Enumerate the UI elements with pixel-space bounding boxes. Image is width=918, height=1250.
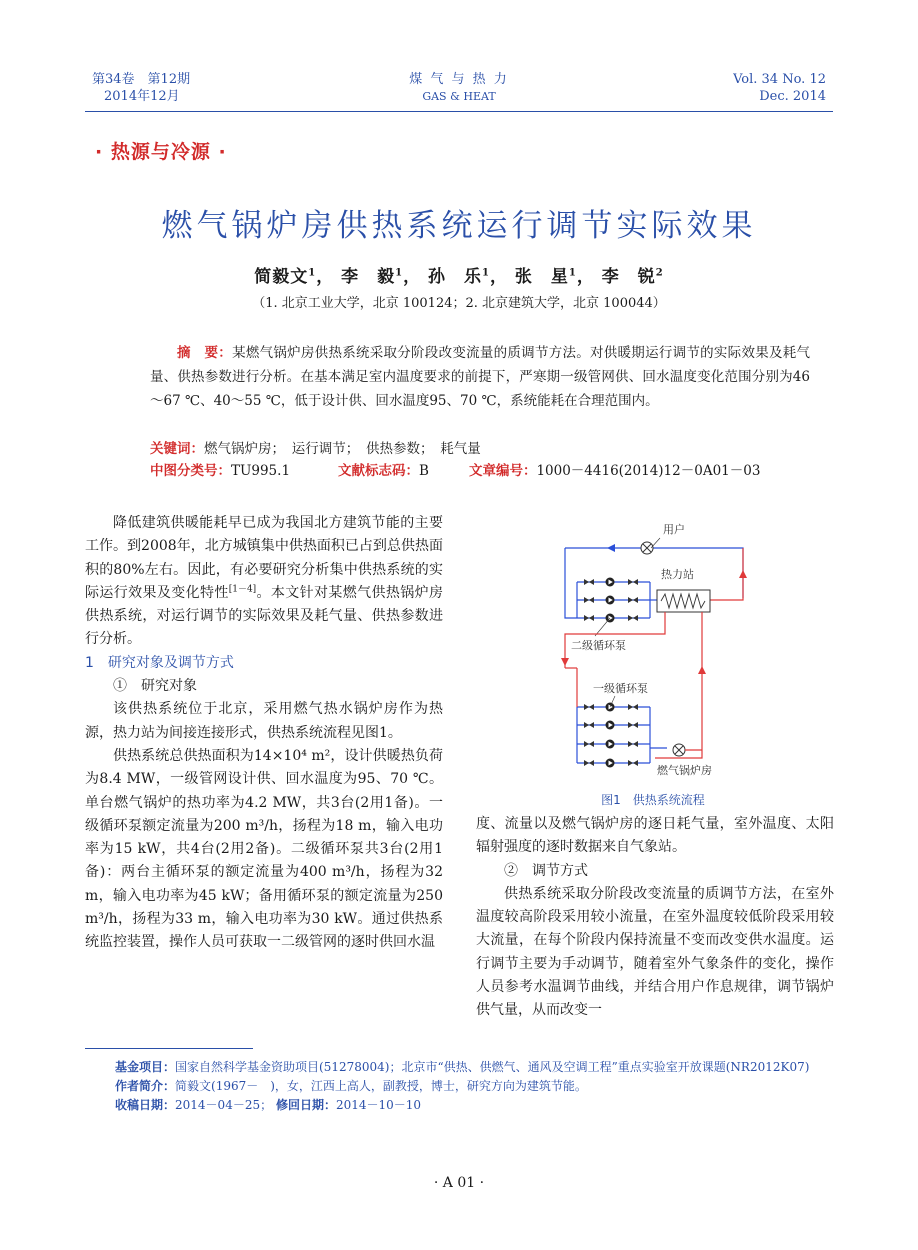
label-boiler-room: 燃气锅炉房 <box>657 764 712 777</box>
author-affil-mark: 1 <box>568 267 577 279</box>
subsection-heading: ② 调节方式 <box>504 862 588 879</box>
clc-label: 中图分类号： <box>150 463 231 479</box>
section-tag: · 热源与冷源 · <box>95 141 227 163</box>
abstract-label: 摘 要： <box>177 345 233 361</box>
page-number: · A 01 · <box>433 1175 485 1191</box>
article-title: 燃气锅炉房供热系统运行调节实际效果 <box>161 208 757 244</box>
paragraph: 该供热系统位于北京，采用燃气热水锅炉房作为热源，热力站为间接连接形式，供热系统流程见图1。 <box>85 701 443 741</box>
revised-label: 修回日期： <box>275 1098 336 1112</box>
author-affil-mark: 1 <box>395 267 404 279</box>
clc-value: TU995.1 <box>231 463 291 479</box>
funding-text: 国家自然科学基金资助项目(51278004)；北京市“供热、供燃气、通风及空调工程”重点实验室开放课题(NR2012K07) <box>175 1060 810 1074</box>
paragraph: 供热系统采取分阶段改变流量的质调节方法，在室外温度较高阶段采用较小流量，在室外温度较低阶段采用较大流量，在每个阶段内保持流量不变而改变供水温度。运行调节主要为手动调节，随着室外气象条件的变化，操作人员参考水温调节曲线，并结合用户作息规律，调节锅炉供气量，从而改变一 <box>476 885 834 1019</box>
issue-date-en: Dec. 2014 <box>759 89 826 104</box>
author-name: 张 星 <box>514 267 569 287</box>
section-heading: 1 研究对象及调节方式 <box>85 654 234 671</box>
author-bio <box>85 1077 835 1096</box>
abstract <box>150 341 810 413</box>
funding-note <box>85 1058 835 1077</box>
header-left <box>92 71 190 105</box>
abstract-text: 某燃气锅炉房供热系统采取分阶段改变流量的质调节方法。对供暖期运行调节的实际效果及耗气量、供热参数进行分析。在基本满足室内温度要求的前提下，严寒期一级管网供、回水温度变化范围分别为46～67 ℃、40～55 ℃，低于设计供、回水温度95、70 ℃，系统能耗在合理范围内。 <box>150 345 811 409</box>
funding-label: 基金项目： <box>115 1060 176 1074</box>
received-date: 2014－04－25； <box>175 1098 273 1112</box>
paragraph: 供热系统总供热面积为14×10⁴ m²，设计供暖热负荷为8.4 MW，一级管网设计供、回水温度为95、70 ℃。单台燃气锅炉的热功率为4.2 MW，共3台(2用1备)。一级循环泵额定流量为200 m³/h，扬程为18 m，输入电功率为15 kW，共4台(2用2备)。二级循环泵共3台(2用1备)：两台主循环泵的额定流量为400 m³/h，扬程为32 m，输入电功率为45 kW；备用循环泵的额定流量为250 m³/h，扬程为33 m，输入电功率为30 kW。通过供热系统监控装置，操作人员可获取一二级管网的逐时供回水温 <box>85 747 443 951</box>
article-number-value: 1000－4416(2014)12－0A01－03 <box>536 463 761 479</box>
keywords-text: 燃气锅炉房； 运行调节； 供热参数； 耗气量 <box>204 441 481 457</box>
footnote-rule <box>85 1048 253 1049</box>
keywords <box>150 438 810 460</box>
figure-caption: 图1 供热系统流程 <box>601 793 705 807</box>
label-secondary-pump: 二级循环泵 <box>571 639 626 652</box>
dates-note <box>85 1096 835 1115</box>
author-affil-mark: 1 <box>308 267 317 279</box>
label-heat-station: 热力站 <box>661 568 694 581</box>
paragraph-text: 。本文针对某燃气供热锅炉房供热系统，对运行调节的实际效果及耗气量、供热参数进行分析。 <box>85 584 443 648</box>
footnotes <box>85 1058 835 1115</box>
affiliation: （1. 北京工业大学，北京 100124；2. 北京建筑大学，北京 100044） <box>252 296 666 311</box>
system-flow-diagram <box>555 518 751 780</box>
journal-name-cn: 煤 气 与 热 力 <box>409 72 509 87</box>
author-name: 李 毅 <box>341 267 396 287</box>
author-name: 李 锐 <box>601 267 656 287</box>
issue-date: 2014年12月 <box>104 89 180 104</box>
citation: [1－4] <box>228 584 257 595</box>
author-affil-mark: 2 <box>655 267 664 279</box>
label-primary-pump: 一级循环泵 <box>593 682 648 695</box>
label-user: 用户 <box>663 523 685 536</box>
left-column <box>85 512 443 955</box>
author-name: 孙 乐 <box>428 267 483 287</box>
author-name: 简毅文 <box>254 267 309 287</box>
doc-code-value: B <box>419 463 429 479</box>
author-affil-mark: 1 <box>482 267 490 279</box>
keywords-label: 关键词： <box>150 441 204 457</box>
article-number-label: 文章编号： <box>468 463 537 479</box>
header-rule <box>85 111 833 112</box>
doc-code-label: 文献标志码： <box>338 463 420 479</box>
paragraph-text: 降低建筑供暖能耗早已成为我国北方建筑节能的主要工作。到2008年，北方城镇集中供热面积已占到总供热面积的80%左右。因此，有必要研究分析集中供热系统的实际运行效果及变化特性 <box>85 515 443 601</box>
subsection-heading: ① 研究对象 <box>113 678 197 695</box>
author-list: 简毅文$^1$， 李 毅$^1$， 孙 乐$^1$， 张 星$^1$， 李 锐$^2$ <box>254 267 664 287</box>
paragraph <box>85 512 443 652</box>
author-bio-label: 作者简介： <box>115 1079 176 1093</box>
author-bio-text: 简毅文(1967－ )，女，江西上高人，副教授，博士，研究方向为建筑节能。 <box>175 1079 587 1093</box>
header-right <box>600 71 826 105</box>
volume-issue-en: Vol. 34 No. 12 <box>733 72 826 87</box>
paragraph: 度、流量以及燃气锅炉房的逐日耗气量，室外温度、太阳辐射强度的逐时数据来自气象站。 <box>476 816 834 856</box>
header-center <box>309 71 609 105</box>
volume-issue: 第34卷 第12期 <box>92 72 191 87</box>
classification-line <box>150 460 810 482</box>
received-label: 收稿日期： <box>115 1098 176 1112</box>
right-column <box>476 813 834 1023</box>
revised-date: 2014－10－10 <box>335 1098 422 1112</box>
journal-name-en: GAS & HEAT <box>422 90 496 103</box>
